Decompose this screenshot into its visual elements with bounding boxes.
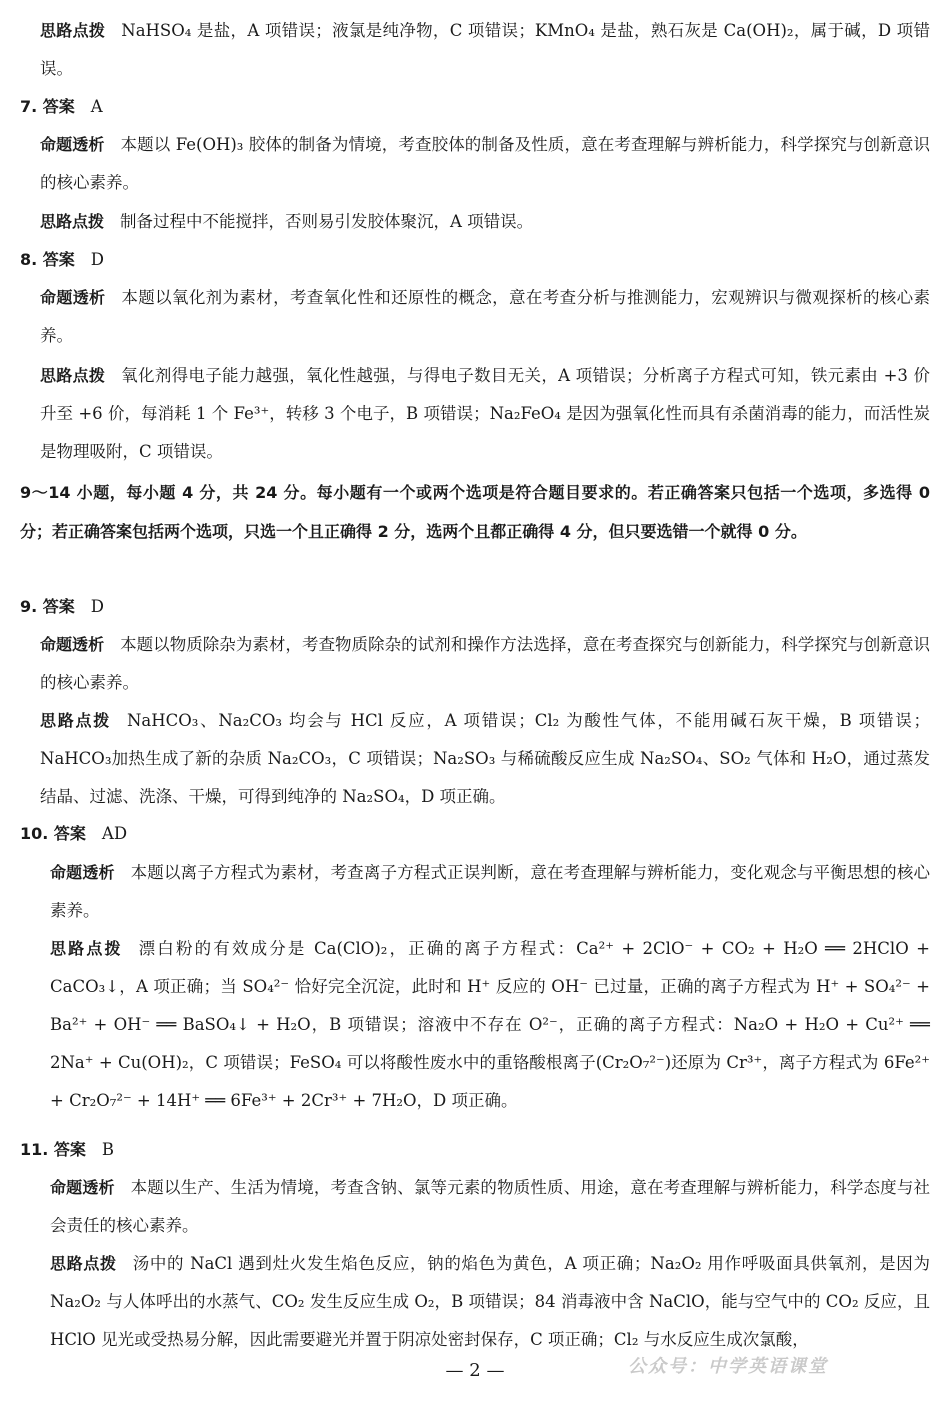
page-number: — 2 — [445,1360,505,1381]
silu-text: 制备过程中不能搅拌，否则易引发胶体聚沉，A 项错误。 [120,212,534,231]
watermark: 公众号：中学英语课堂 [628,1356,828,1377]
q7-silu [40,203,930,241]
q8-toushi [40,279,930,355]
toushi-label: 命题透析 [40,135,105,154]
toushi-label: 命题透析 [40,635,105,654]
q11-answer [20,1131,930,1169]
toushi-label: 命题透析 [50,863,115,882]
answer-value: AD [101,824,128,843]
q9-silu [40,702,930,816]
answer-label: 9. 答案 [20,597,75,616]
toushi-text: 本题以氧化剂为素材，考查氧化性和还原性的概念，意在考查分析与推测能力，宏观辨识与微观探析的核心素养。 [40,288,930,345]
silu-text: NaHCO₃、Na₂CO₃ 均会与 HCl 反应，A 项错误；Cl₂ 为酸性气体，不能用碱石灰干燥，B 项错误；NaHCO₃加热生成了新的杂质 Na₂CO₃，C 项错误；Na₂SO₃ 与稀硫酸反应生成 Na₂SO₄、SO₂ 气体和 H₂O，通过蒸发结晶、过滤、洗涤、干燥，可得到纯净的 Na₂SO₄，D 项正确。 [40,711,930,806]
silu-text: NaHSO₄ 是盐，A 项错误；液氯是纯净物，C 项错误；KMnO₄ 是盐，熟石灰是 Ca(OH)₂，属于碱，D 项错误。 [40,21,930,78]
answer-label: 11. 答案 [20,1140,86,1159]
q9-toushi [40,626,930,702]
silu-label: 思路点拨 [50,939,123,958]
q10-toushi [50,854,930,930]
toushi-label: 命题透析 [50,1178,115,1197]
q8-answer [20,241,930,279]
section-note: 9～14 小题，每小题 4 分，共 24 分。每小题有一个或两个选项是符合题目要求的。若正确答案只包括一个选项，多选得 0 分；若正确答案包括两个选项，只选一个且正确得 2 分，选两个且都正确得 4 分，但只要选错一个就得 0 分。 [20,483,930,541]
silu-label: 思路点拨 [40,366,106,385]
q10-silu [50,930,930,1120]
answer-value: D [90,250,105,269]
q7-answer [20,88,930,126]
toushi-text: 本题以离子方程式为素材，考查离子方程式正误判断，意在考查理解与辨析能力，变化观念与平衡思想的核心素养。 [50,863,930,920]
toushi-text: 本题以 Fe(OH)₃ 胶体的制备为情境，考查胶体的制备及性质，意在考查理解与辨析能力，科学探究与创新意识的核心素养。 [40,135,930,192]
silu-text: 汤中的 NaCl 遇到灶火发生焰色反应，钠的焰色为黄色，A 项正确；Na₂O₂ 用作呼吸面具供氧剂，是因为 Na₂O₂ 与人体呼出的水蒸气、CO₂ 发生反应生成 O₂，B 项错误；84 消毒液中含 NaClO，能与空气中的 CO₂ 反应，且 HClO 见光或受热易分解，因此需要避光并置于阴凉处密封保存，C 项正确；Cl₂ 与水反应生成次氯酸， [50,1254,930,1349]
silu-label: 思路点拨 [40,21,106,40]
silu-text: 氧化剂得电子能力越强，氧化性越强，与得电子数目无关，A 项错误；分析离子方程式可知，铁元素由 +3 价升至 +6 价，每消耗 1 个 Fe³⁺，转移 3 个电子，B 项错误；Na₂FeO₄ 是因为强氧化性而具有杀菌消毒的能力，而活性炭是物理吸附，C 项错误。 [40,366,930,461]
toushi-label: 命题透析 [40,288,106,307]
answer-value: A [90,97,103,116]
q6-silu [40,12,930,88]
answer-value: D [90,597,105,616]
q10-answer [20,815,930,853]
silu-label: 思路点拨 [50,1254,117,1273]
answer-label: 10. 答案 [20,824,86,843]
toushi-text: 本题以物质除杂为素材，考查物质除杂的试剂和操作方法选择，意在考查探究与创新能力，科学探究与创新意识的核心素养。 [40,635,930,692]
silu-label: 思路点拨 [40,711,111,730]
q9-answer [20,588,930,626]
q11-toushi [50,1169,930,1245]
q7-toushi [40,126,930,202]
silu-text: 漂白粉的有效成分是 Ca(ClO)₂，正确的离子方程式：Ca²⁺ + 2ClO⁻ + CO₂ + H₂O ══ 2HClO + CaCO₃↓，A 项正确；当 SO₄²⁻ 恰好完全沉淀，此时和 H⁺ 反应的 OH⁻ 已过量，正确的离子方程式为 H⁺ + SO₄²⁻ + Ba²⁺ + OH⁻ ══ BaSO₄↓ + H₂O，B 项错误；溶液中不存在 O²⁻，正确的离子方程式：Na₂O + H₂O + Cu²⁺ ══ 2Na⁺ + Cu(OH)₂，C 项错误；FeSO₄ 可以将酸性废水中的重铬酸根离子(Cr₂O₇²⁻)还原为 Cr³⁺，离子方程式为 6Fe²⁺ + Cr₂O₇²⁻ + 14H⁺ ══ 6Fe³⁺ + 2Cr³⁺ + 7H₂O，D 项正确。 [50,939,930,1110]
q8-silu [40,357,930,471]
answer-value: B [101,1140,115,1159]
silu-label: 思路点拨 [40,212,105,231]
toushi-text: 本题以生产、生活为情境，考查含钠、氯等元素的物质性质、用途，意在考查理解与辨析能力，科学态度与社会责任的核心素养。 [50,1178,930,1235]
q11-silu [50,1245,930,1359]
answer-label: 7. 答案 [20,97,75,116]
answer-label: 8. 答案 [20,250,75,269]
